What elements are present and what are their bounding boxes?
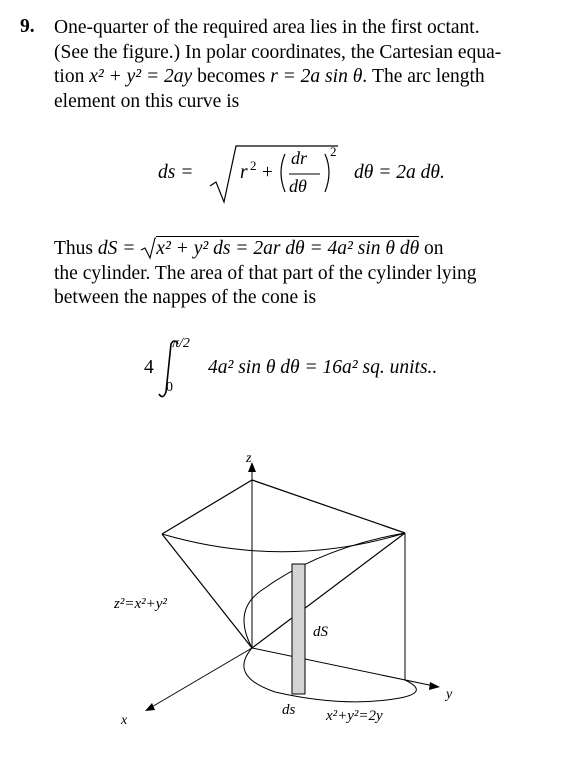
intro-text: tion — [54, 66, 90, 87]
eq2-lower: 0 — [166, 380, 173, 395]
cartesian-equation: x² + y² = 2ay — [89, 66, 193, 87]
x-axis-arrow — [145, 703, 155, 711]
eq1-lhs: ds = — [158, 162, 194, 183]
z-label: z — [246, 451, 252, 466]
cone-top-left — [162, 480, 252, 534]
cone-top-curve — [162, 533, 405, 552]
eq1-plus: + — [262, 162, 273, 183]
y-axis-arrow — [429, 682, 440, 690]
arc-length-equation: ds = r 2 + dr dθ 2 dθ = 2a dθ. — [158, 140, 478, 210]
dS-symbol: dS = — [97, 238, 136, 259]
eq1-tail: dθ = 2a dθ. — [354, 162, 445, 183]
surface-strip — [292, 564, 305, 694]
area-element-equation: x² + y² ds = 2ar dθ = 4a² sin θ dθ — [156, 238, 420, 259]
eq1-paren-exp: 2 — [330, 144, 337, 159]
eq1-dr: dr — [291, 148, 308, 168]
intro-line-4: element on this curve is — [54, 90, 240, 112]
cyl-line-2: the cylinder. The area of that part of the cylinder lying — [54, 262, 477, 284]
cone-label: z²=x²+y² — [114, 596, 167, 612]
intro-line-1: One-quarter of the required area lies in the first octant. — [54, 17, 480, 38]
x-label: x — [121, 713, 128, 728]
cyl-text: on — [419, 238, 444, 259]
eq2-coef: 4 — [144, 357, 154, 378]
eq2-body: 4a² sin θ dθ = 16a² sq. units.. — [208, 357, 438, 378]
intro-text: becomes — [192, 66, 271, 87]
problem-number: 9. — [20, 16, 35, 37]
sqrt-sign-small — [140, 236, 156, 260]
cylinder-label: x²+y²=2y — [326, 708, 383, 724]
cyl-text: Thus — [54, 238, 98, 259]
paragraph-intro — [54, 16, 550, 114]
cylinder-base — [244, 648, 416, 702]
cone-left-edge — [162, 534, 252, 648]
y-label: y — [446, 687, 453, 702]
cone-right-edge — [252, 533, 405, 648]
intro-line-3 — [54, 65, 550, 90]
dS-label: dS — [313, 624, 328, 640]
polar-equation: r = 2a sin θ — [270, 66, 363, 87]
intro-line-2: (See the figure.) In polar coordinates, the Cartesian equa- — [54, 41, 502, 63]
eq2-upper: π/2 — [172, 336, 190, 351]
cone-cylinder-figure — [0, 430, 562, 760]
eq1-r: r — [240, 162, 248, 183]
paragraph-cylinder — [54, 236, 550, 311]
eq1-dtheta: dθ — [289, 176, 307, 196]
ds-label: ds — [282, 702, 296, 718]
area-integral-equation — [140, 336, 480, 402]
intro-text: . The arc length — [362, 66, 485, 87]
cyl-line-3: between the nappes of the cone is — [54, 287, 317, 308]
cyl-line-1 — [54, 236, 550, 262]
cone-top-back — [252, 480, 405, 533]
x-axis — [150, 648, 252, 708]
